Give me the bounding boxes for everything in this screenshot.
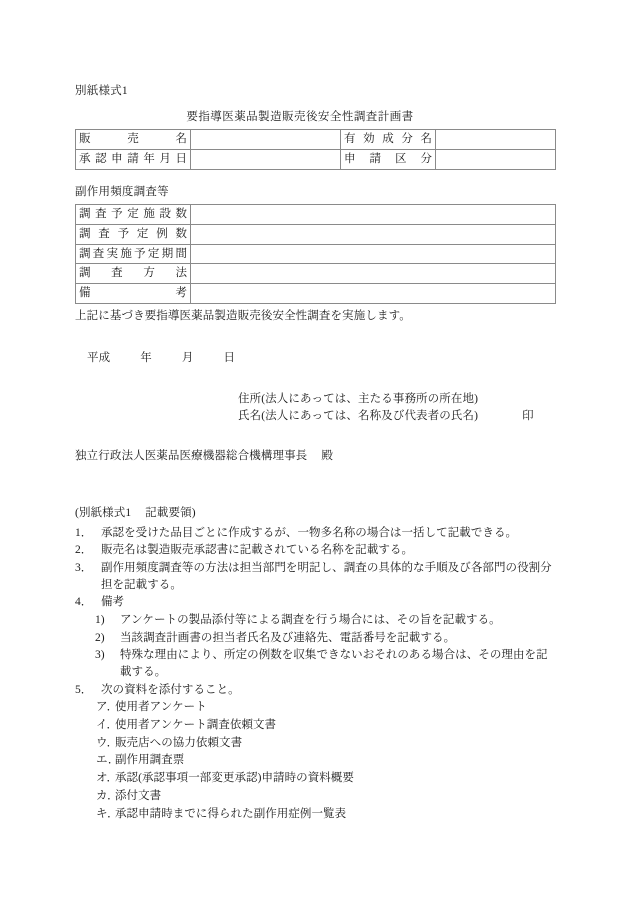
value-planned-cases[interactable] [191, 225, 556, 245]
table-row [76, 130, 556, 150]
table-row [76, 205, 556, 225]
sub-note-item-1 [95, 612, 555, 629]
attachment-marker: エ． [96, 754, 120, 767]
note-item-3 [75, 560, 555, 593]
note-item-1 [75, 525, 555, 542]
day-unit: 日 [223, 352, 236, 365]
attachment-text: 使用者アンケート [115, 701, 207, 714]
signature-block [238, 391, 555, 424]
note-item-5 [75, 682, 555, 699]
value-application-date[interactable] [191, 150, 341, 170]
seal-mark: 印 [522, 409, 534, 422]
survey-plan-table [75, 204, 556, 303]
table-row [76, 244, 556, 264]
product-info-table [75, 129, 556, 169]
notes-list-continued [75, 682, 555, 699]
table-row [76, 225, 556, 245]
addressee-organization: 独立行政法人医薬品医療機器総合機構理事長 [75, 450, 308, 463]
signature-name-label: 氏名(法人にあっては、名称及び代表者の氏名) [238, 409, 479, 422]
era-label: 平成 [87, 352, 111, 365]
section-label-adverse-reaction: 副作用頻度調査等 [75, 185, 169, 198]
attachment-item-a [96, 699, 555, 716]
label-planned-cases: 調査予定例数 [76, 225, 191, 245]
note-item-2 [75, 542, 555, 559]
form-number: 別紙様式1 [75, 85, 128, 97]
attachment-marker: ア． [96, 701, 119, 714]
label-active-ingredient: 有効成分名 [341, 130, 436, 150]
declaration-statement: 上記に基づき要指導医薬品製造販売後安全性調査を実施します。 [75, 309, 411, 322]
value-application-category[interactable] [436, 150, 556, 170]
note-item-4 [75, 594, 555, 611]
attachment-item-o [96, 770, 555, 787]
notes-heading-text: 記載要領) [145, 507, 196, 520]
attachment-marker: イ． [96, 719, 119, 732]
attachment-item-ki [96, 806, 555, 823]
page-title: 要指導医薬品製造販売後安全性調査計画書 [186, 110, 414, 123]
attachment-text: 副作用調査票 [115, 754, 185, 767]
attachments-list [96, 699, 555, 822]
note-marker: 3． [75, 562, 93, 575]
sub-note-marker: 3) [95, 649, 105, 662]
addressee-honorific: 殿 [321, 450, 333, 463]
table-row [76, 284, 556, 304]
attachment-marker: ウ． [96, 736, 119, 749]
table-row [76, 264, 556, 284]
notes-heading [75, 505, 555, 522]
sub-note-marker: 1) [95, 614, 105, 627]
sub-note-marker: 2) [95, 631, 105, 644]
signature-address-row: 住所(法人にあっては、主たる事務所の所在地) [238, 393, 479, 406]
attachment-text: 承認(承認事項一部変更承認)申請時の資料概要 [115, 772, 354, 785]
note-marker: 1． [75, 526, 93, 539]
note-marker: 2． [75, 544, 93, 557]
sub-note-text: 当該調査計画書の担当者氏名及び連絡先、電話番号を記載する。 [120, 631, 456, 644]
attachment-text: 承認申請時までに得られた副作用症例一覧表 [115, 807, 347, 820]
value-product-name[interactable] [191, 130, 341, 150]
document-content [75, 83, 555, 823]
attachments-wrapper [96, 699, 555, 822]
note-text: 販売名は製造販売承認書に記載されている名称を記載する。 [101, 544, 414, 557]
table-row [76, 150, 556, 170]
attachment-item-e [96, 752, 555, 769]
attachment-text: 添付文書 [115, 789, 162, 802]
sub-note-text: アンケートの製品添付等による調査を行う場合には、その旨を記載する。 [120, 614, 501, 627]
value-planned-facilities[interactable] [191, 205, 556, 225]
note-text: 備考 [101, 596, 125, 609]
note-marker: 4． [75, 596, 93, 609]
year-unit: 年 [140, 352, 152, 365]
attachment-item-i [96, 717, 555, 734]
label-application-category: 申請区分 [341, 150, 436, 170]
date-line [87, 350, 555, 367]
note-text: 承認を受けた品目ごとに作成するが、一物多名称の場合は一括して記載できる。 [101, 526, 518, 539]
attachment-item-u [96, 735, 555, 752]
label-product-name: 販 売 名 [76, 130, 191, 150]
sub-note-text: 特殊な理由により、所定の例数を収集できないおそれのある場合は、その理由を記載する。 [120, 649, 548, 679]
value-active-ingredient[interactable] [436, 130, 556, 150]
label-planned-facilities: 調査予定施設数 [76, 205, 191, 225]
label-survey-period: 調査実施予定期間 [76, 244, 191, 264]
attachment-text: 販売店への協力依頼文書 [115, 736, 243, 749]
sub-note-item-2 [95, 630, 555, 647]
value-remarks[interactable] [191, 284, 556, 304]
note-text: 次の資料を添付すること。 [101, 683, 240, 696]
signature-name-row [238, 408, 555, 425]
label-application-date: 承認申請年月日 [76, 150, 191, 170]
attachment-marker: カ． [96, 789, 119, 802]
attachment-marker: オ． [96, 772, 119, 785]
notes-list [75, 525, 555, 611]
value-survey-method[interactable] [191, 264, 556, 284]
attachment-item-ka [96, 788, 555, 805]
value-survey-period[interactable] [191, 244, 556, 264]
attachment-marker: キ． [96, 807, 119, 820]
notes-heading-form: (別紙様式1 [75, 507, 132, 520]
note-4-subitems-wrapper [95, 612, 555, 681]
addressee-line [75, 448, 555, 465]
label-survey-method: 調査方法 [76, 264, 191, 284]
label-remarks: 備考 [76, 284, 191, 304]
sub-notes-list [95, 612, 555, 681]
month-unit: 月 [181, 352, 194, 365]
note-text: 副作用頻度調査等の方法は担当部門を明記し、調査の具体的な手順及び各部門の役割分担を記載する。 [101, 562, 552, 591]
attachment-text: 使用者アンケート調査依頼文書 [115, 719, 277, 732]
note-marker: 5． [75, 683, 93, 696]
sub-note-item-3 [95, 647, 555, 680]
